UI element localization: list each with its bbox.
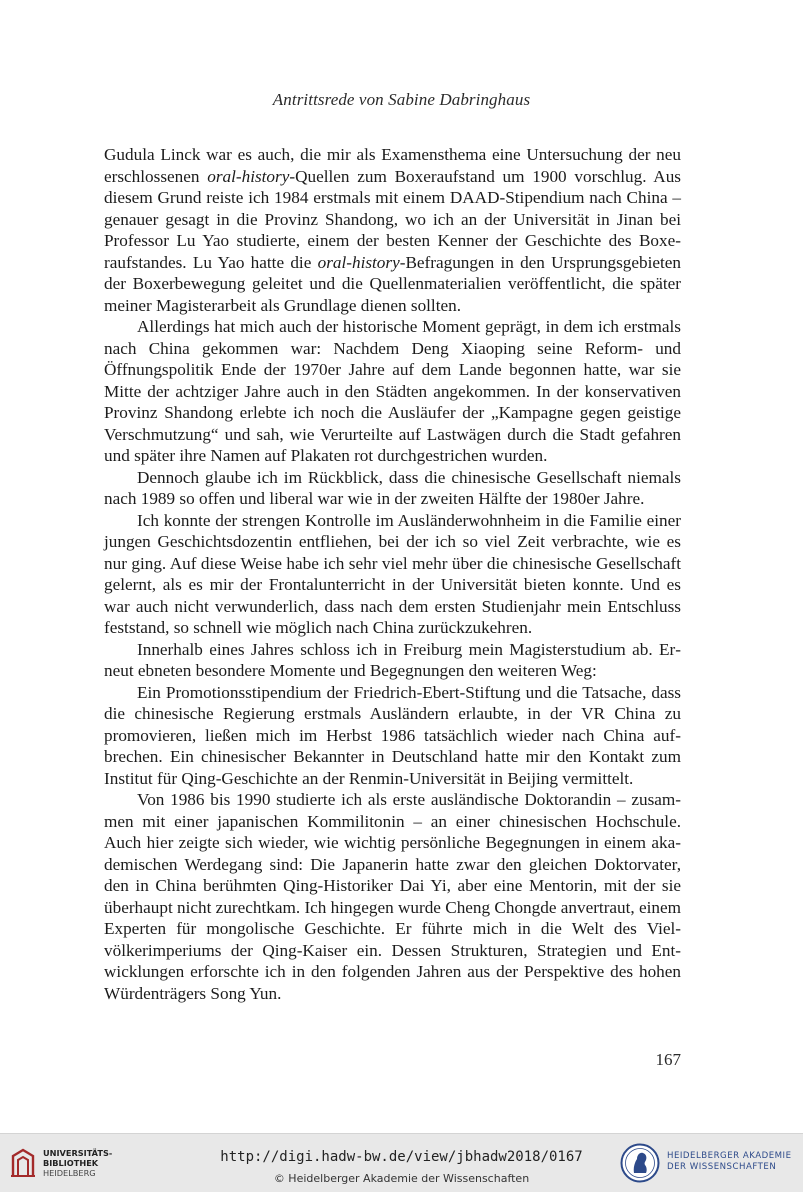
academy-name-line2: DER WISSENSCHAFTEN: [667, 1162, 777, 1172]
paragraph: [104, 789, 681, 1004]
text-run: -Befragungen in den Ursprungsgebieten der Boxerbewegung geleitet und die Quellenmaterialien veröffentlicht, die später meiner Magisterarbeit als Grundlage dienen sollten.: [104, 252, 681, 315]
italic-term: oral-history: [207, 166, 290, 186]
text-run: -Quellen zum Boxeraufstand um 1900 vorschlug. Aus diesem Grund reiste ich 1984 erstmals mit einem DAAD-Stipendium nach China – genauer gesagt in die Provinz Shandong, wo ich an der Universität in Jinan bei Professor Lu Yao studierte, einem der besten Kenner der Geschichte des Boxeraufstandes. Lu Yao hatte die: [104, 166, 681, 272]
academy-seal-icon: [620, 1143, 660, 1183]
library-name-line1: UNIVERSITÄTS-: [43, 1148, 113, 1158]
text-run: Allerdings hat mich auch der historische Moment geprägt, in dem ich erstmals nach China gekommen war: Nachdem Deng Xiaoping seine Reform- und Öffnungspolitik Ende der 1970er Jahre auf dem Lande begonnen hatte, war sie Mitte der achtziger Jahre auch in den Städten angekommen. In der konservativen Provinz Shandong erlebte ich noch die Ausläufer der „Kampagne gegen geistige Verschmutzung“ und sah, wie Verurteilte auf Lastwägen durch die Stadt gefahren und später ihre Namen auf Plakaten rot durchgestrichen wurden.: [104, 317, 681, 465]
paragraph: [104, 639, 681, 682]
paragraph: [104, 467, 681, 510]
library-name-line2: BIBLIOTHEK: [43, 1158, 99, 1168]
academy-name-line1: HEIDELBERGER AKADEMIE: [667, 1151, 792, 1161]
text-run: Gudula Linck war es auch, die mir als Examensthema eine Untersuchung der neu erschlossenen: [104, 145, 681, 186]
paragraph: [104, 144, 681, 316]
paragraph: [104, 510, 681, 639]
italic-term: oral-history: [317, 252, 400, 272]
copyright-notice: © Heidelberger Akademie der Wissenschaften: [273, 1172, 530, 1185]
body-text: [104, 144, 681, 1004]
text-run: Von 1986 bis 1990 studierte ich als erste ausländische Doktorandin – zusammen mit einer japanischen Kommilitonin – an einer chinesischen Hochschule. Auch hier zeigte sich wieder, wie wichtig persönliche Begegnungen in einem akademischen Werdegang sind: Die Japanerin hatte zwar den gleichen Doktorvater, den in China berühmten Qing-Historiker Dai Yi, aber eine Mentorin, mit der sie überhaupt nicht zurechtkam. Ich hingegen wurde Cheng Chongde anvertraut, einem Experten für mongolische Geschichte. Er führte mich in die Welt des Vielvölkerimperiums der Qing-Kaiser ein. Dessen Strukturen, Strategien und Entwicklungen erforschte ich in den folgenden Jahren aus der Perspektive des hohen Würdenträgers Song Yun.: [104, 790, 682, 1003]
viewer-footer: [0, 1133, 803, 1192]
library-name-line3: HEIDELBERG: [43, 1168, 96, 1178]
paragraph: [104, 316, 681, 467]
text-run: Dennoch glaube ich im Rückblick, dass die chinesische Gesellschaft niemals nach 1989 so offen und liberal war wie in der zweiten Hälfte der 1980er Jahre.: [104, 467, 681, 508]
text-run: Ich konnte der strengen Kontrolle im Ausländerwohnheim in die Familie einer jungen Geschichtsdozentin entfliehen, bei der ich so viel Zeit verbrachte, wie es nur ging. Auf diese Weise habe ich sehr viel mehr über die chinesische Gesellschaft gelernt, als es mir der Frontalunterricht in der Universität bieten konnte. Und es war auch nicht verwunderlich, dass nach dem ersten Studienjahr mein Entschluss feststand, so schnell wie möglich nach China zurückzukehren.: [104, 510, 681, 637]
permalink-url[interactable]: http://digi.hadw-bw.de/view/jbhadw2018/0167: [220, 1149, 583, 1165]
academy-name: [667, 1151, 792, 1173]
paragraph: [104, 682, 681, 790]
page-number: 167: [655, 1050, 681, 1069]
text-run: Ein Promotionsstipendium der Friedrich-Ebert-Stiftung und die Tatsache, dass die chinesische Regierung erstmals Ausländern erlaubte, in der VR China zu promovieren, ließen mich im Herbst 1986 tatsächlich wieder nach China aufbrechen. Ein chinesischer Bekannter in Deutschland hatte mir den Kontakt zum Institut für Qing-Geschichte an der Renmin-Universität in Beijing vermittelt.: [104, 682, 681, 788]
running-head: Antrittsrede von Sabine Dabringhaus: [272, 90, 531, 109]
text-run: Innerhalb eines Jahres schloss ich in Freiburg mein Magisterstudium ab. Erneut ebneten besondere Momente und Begegnungen den weiteren Weg:: [104, 639, 681, 680]
